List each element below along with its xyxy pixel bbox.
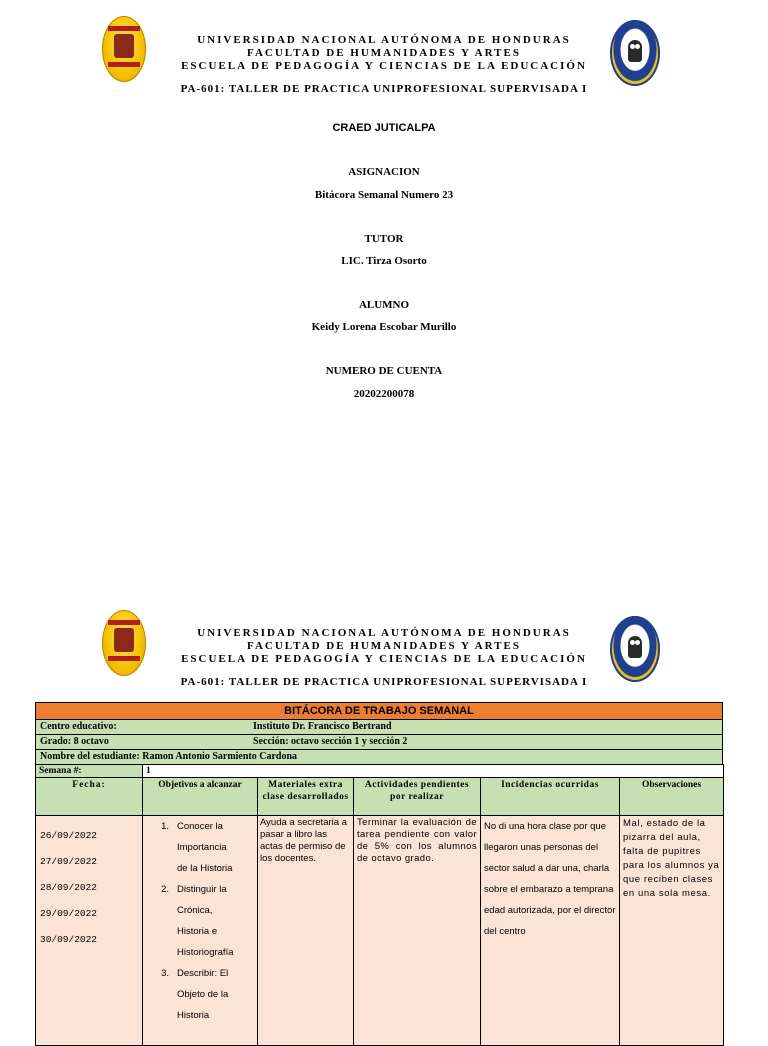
university-header	[0, 627, 768, 666]
objective-line: de la Historia	[177, 863, 233, 874]
student-label: ALUMNO	[358, 299, 410, 311]
objective-line: Crónica,	[177, 905, 213, 916]
seccion-value: Sección: octavo sección 1 y sección 2	[253, 736, 408, 747]
objective-line: Conocer la	[177, 821, 223, 832]
account-label: NUMERO DE CUENTA	[325, 365, 443, 377]
incidents-cell: No di una hora clase por que llegaron unas personas del sector salud a dar una, charla sobre el embarazo a temprana edad autorizada, por el director del centro	[481, 816, 620, 1046]
grado-label: Grado: 8 octavo	[40, 736, 109, 747]
tutor-value: LIC. Tirza Osorto	[341, 255, 427, 267]
semana-value: 1	[143, 765, 724, 778]
student-name: Nombre del estudiante: Ramon Antonio Sarmiento Cardona	[40, 751, 298, 762]
objective-number: 3.	[161, 968, 169, 979]
log-entry-row	[36, 816, 724, 1046]
observations-cell: Mal, estado de la pizarra del aula, falta de pupitres para los alumnos ya que reciben clases en una sola mesa.	[620, 816, 724, 1046]
date-item: 28/09/2022	[40, 882, 98, 893]
centro-label: Centro educativo:	[40, 721, 117, 732]
info-row-grado	[35, 734, 723, 749]
objective-item	[143, 816, 257, 879]
objectives-cell	[143, 816, 258, 1046]
objective-item	[143, 963, 257, 1026]
log-grid	[35, 764, 724, 1046]
objective-line: Describir: El	[177, 968, 229, 979]
header-faculty: FACULTAD DE HUMANIDADES Y ARTES	[247, 640, 521, 652]
col-header-objetivos: Objetivos a alcanzar	[143, 778, 258, 816]
objective-line: Distinguir la	[177, 884, 227, 895]
date-item: 30/09/2022	[40, 934, 98, 945]
center-name: CRAED JUTICALPA	[332, 122, 436, 134]
objective-number: 1.	[161, 821, 169, 832]
materials-cell: Ayuda a secretaria a pasar a libro las actas de permiso de los docentes.	[258, 816, 354, 1046]
date-item: 29/09/2022	[40, 908, 98, 919]
activities-cell: Terminar la evaluación de tarea pendiente con valor de 5% con los alumnos de octavo grado.	[354, 816, 481, 1046]
header-faculty: FACULTAD DE HUMANIDADES Y ARTES	[247, 47, 521, 59]
header-school: ESCUELA DE PEDAGOGÍA Y CIENCIAS DE LA EDUCACIÓN	[181, 60, 587, 72]
objective-item	[143, 879, 257, 963]
header-university: UNIVERSIDAD NACIONAL AUTÓNOMA DE HONDURAS	[197, 627, 571, 639]
col-header-incidencias: Incidencias ocurridas	[481, 778, 620, 816]
semana-label: Semana #:	[36, 765, 143, 778]
header-school: ESCUELA DE PEDAGOGÍA Y CIENCIAS DE LA EDUCACIÓN	[181, 653, 587, 665]
semana-row	[36, 765, 724, 778]
column-header-row	[36, 778, 724, 816]
account-value: 20202200078	[353, 388, 415, 400]
col-header-observaciones: Observaciones	[620, 778, 724, 816]
col-header-actividades: Actividades pendientes por realizar	[354, 778, 481, 816]
tutor-label: TUTOR	[364, 233, 404, 245]
university-header	[0, 34, 768, 73]
objective-number: 2.	[161, 884, 169, 895]
dates-cell	[36, 816, 143, 1046]
objective-line: Historiografía	[177, 947, 234, 958]
objective-line: Historia e	[177, 926, 218, 937]
col-header-materiales: Materiales extra clase desarrollados	[258, 778, 354, 816]
info-row-centro	[35, 719, 723, 734]
objective-line: Objeto de la	[177, 989, 229, 1000]
student-value: Keidy Lorena Escobar Murillo	[311, 321, 457, 333]
assignment-value: Bitácora Semanal Numero 23	[314, 189, 454, 201]
objective-line: Importancia	[177, 842, 227, 853]
date-item: 26/09/2022	[40, 830, 98, 841]
header-university: UNIVERSIDAD NACIONAL AUTÓNOMA DE HONDURAS	[197, 34, 571, 46]
col-header-fecha: Fecha:	[36, 778, 143, 816]
date-item: 27/09/2022	[40, 856, 98, 867]
log-title: BITÁCORA DE TRABAJO SEMANAL	[35, 702, 723, 719]
centro-value: Instituto Dr. Francisco Bertrand	[253, 721, 392, 732]
assignment-label: ASIGNACION	[348, 166, 420, 178]
course-title: PA-601: TALLER DE PRACTICA UNIPROFESIONAL SUPERVISADA I	[180, 676, 588, 688]
course-title: PA-601: TALLER DE PRACTICA UNIPROFESIONAL SUPERVISADA I	[180, 83, 588, 95]
page-gap	[0, 560, 768, 600]
info-row-nombre	[35, 749, 723, 764]
weekly-log-table	[35, 702, 723, 1046]
objective-line: Historia	[177, 1010, 210, 1021]
